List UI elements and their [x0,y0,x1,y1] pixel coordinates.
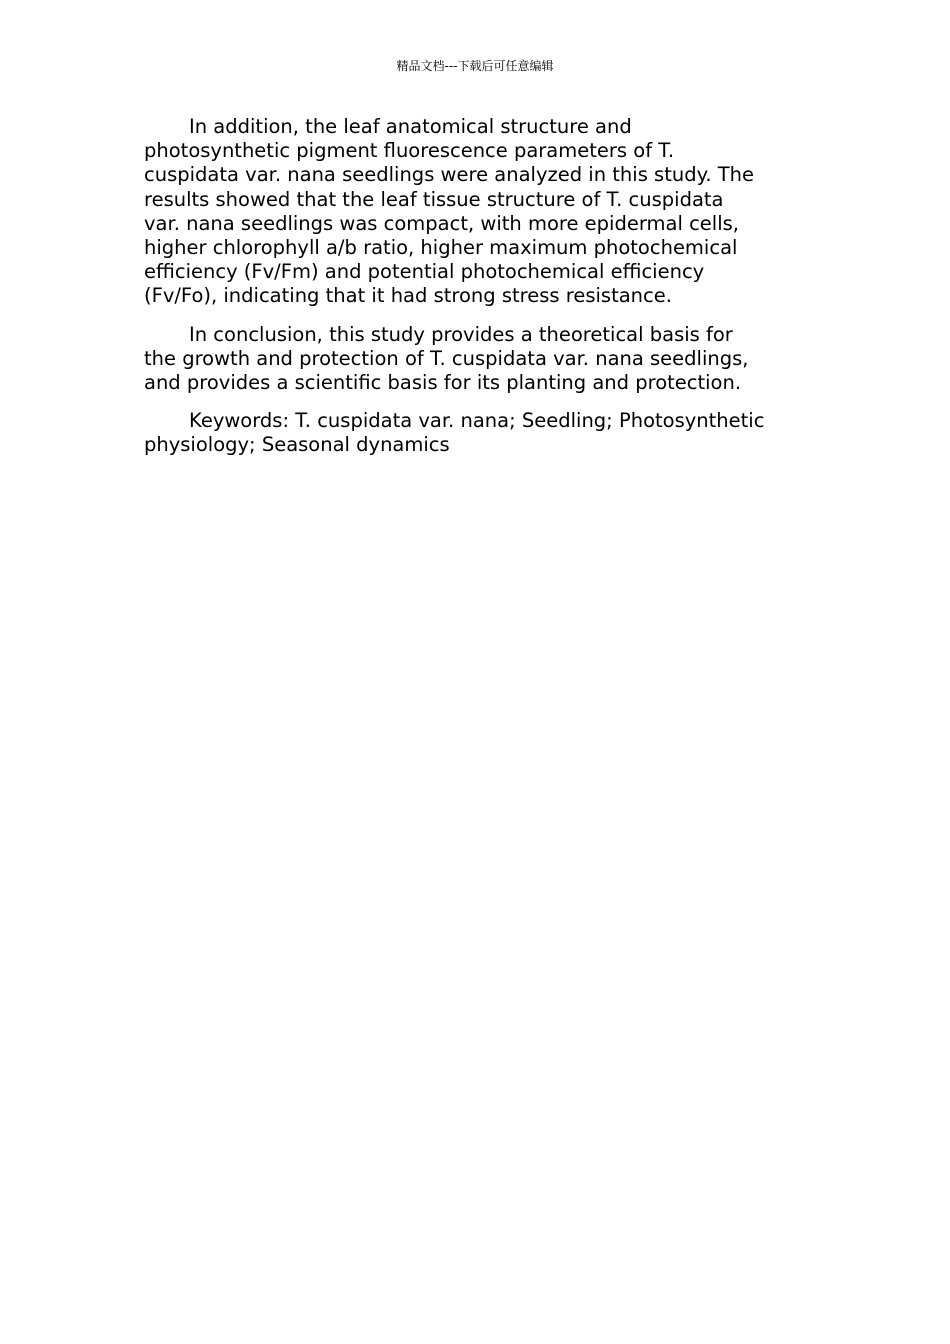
paragraph-line: Keywords: T. cuspidata var. nana; Seedling; Photosynthetic [189,409,765,433]
paragraph-keywords [144,409,814,457]
paragraph-line: higher chlorophyll a/b ratio, higher maximum photochemical [144,236,738,260]
paragraph-line: In conclusion, this study provides a theoretical basis for [189,322,733,346]
paragraph-conclusion [144,323,814,396]
paragraph-line: results showed that the leaf tissue structure of T. cuspidata [144,187,724,211]
paragraph-line: and provides a scientific basis for its planting and protection. [144,371,742,395]
page-header: 精品文档---下载后可任意编辑 [396,59,554,73]
paragraph-line: photosynthetic pigment fluorescence parameters of T. [144,139,675,163]
paragraph-analysis [144,115,814,309]
body-text [144,115,814,472]
paragraph-line: the growth and protection of T. cuspidata var. nana seedlings, [144,346,749,370]
paragraph-line: efficiency (Fv/Fm) and potential photochemical efficiency [144,260,705,284]
paragraph-line: In addition, the leaf anatomical structure and [189,115,632,138]
paragraph-line: physiology; Seasonal dynamics [144,433,450,457]
paragraph-line: (Fv/Fo), indicating that it had strong stress resistance. [144,284,672,308]
paragraph-line: cuspidata var. nana seedlings were analyzed in this study. The [144,163,755,187]
paragraph-line: var. nana seedlings was compact, with more epidermal cells, [144,211,739,235]
